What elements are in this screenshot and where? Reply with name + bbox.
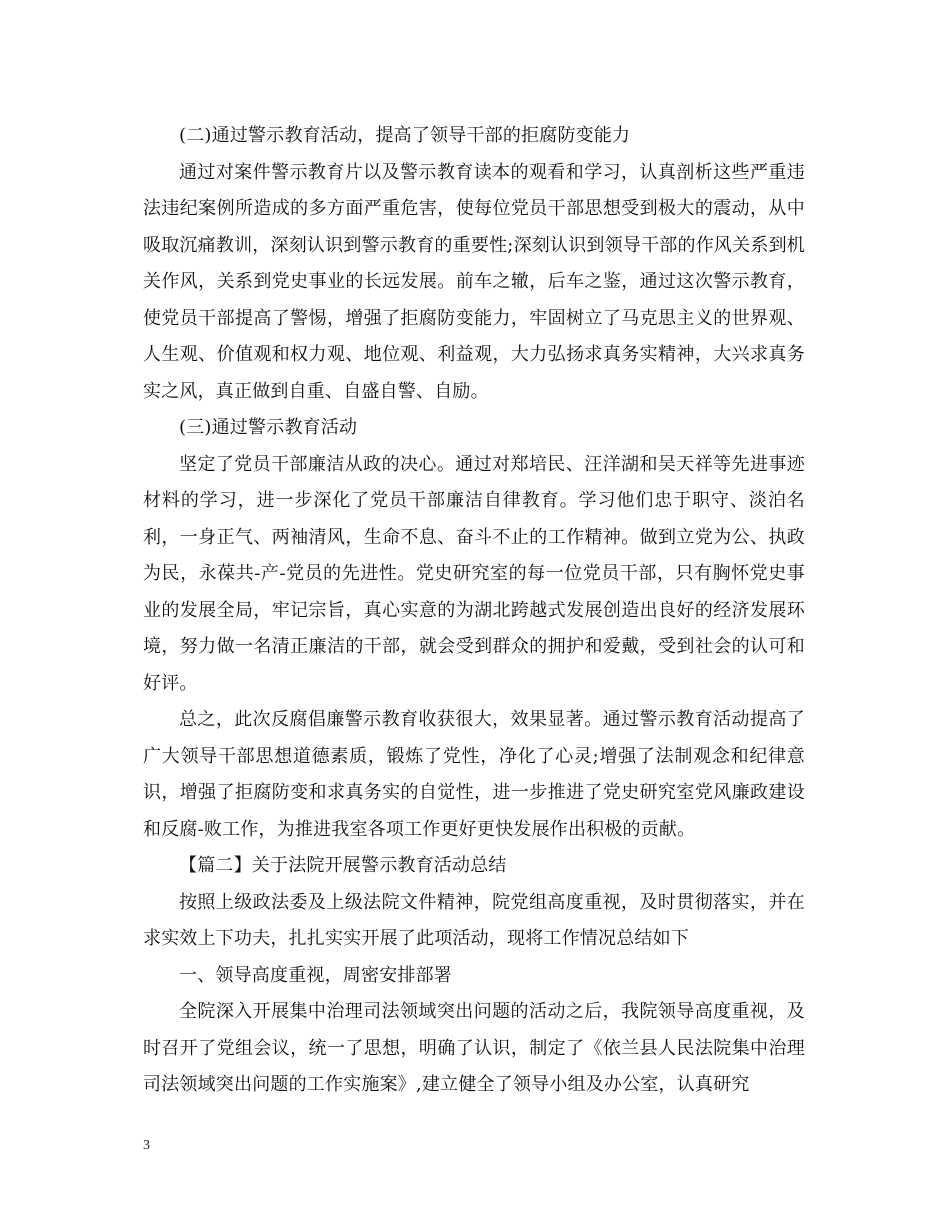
body-paragraph: 通过对案件警示教育片以及警示教育读本的观看和学习，认真剖析这些严重违法违纪案例所造成的多方面严重危害，使每位党员干部思想受到极大的震动，从中吸取沉痛教训，深刻认识到警示教育的重要性;深刻认识到领导干部的作风关系到机关作风，关系到党史事业的长远发展。前车之辙，后车之鉴，通过这次警示教育，使党员干部提高了警惕，增强了拒腐防变能力，牢固树立了马克思主义的世界观、人生观、价值观和权力观、地位观、利益观，大力弘扬求真务实精神，大兴求真务实之风，真正做到自重、自盛自警、自励。 bbox=[143, 161, 805, 402]
page-number: 3 bbox=[143, 1138, 150, 1153]
section-heading-1: 一、领导高度重视，周密安排部署 bbox=[179, 964, 452, 986]
body-paragraph: 全院深入开展集中治理司法领域突出问题的活动之后，我院领导高度重视，及时召开了党组会议，统一了思想，明确了认识，制定了《依兰县人民法院集中治理司法领域突出问题的工作实施案》,建立健全了领导小组及办公室，认真研究 bbox=[143, 1001, 805, 1095]
body-paragraph: 按照上级政法委及上级法院文件精神，院党组高度重视，及时贯彻落实，并在求实效上下功夫，扎扎实实开展了此项活动，现将工作情况总结如下 bbox=[143, 891, 805, 949]
section-heading-2: (二)通过警示教育活动，提高了领导干部的拒腐防变能力 bbox=[179, 125, 631, 146]
article-title: 【篇二】关于法院开展警示教育活动总结 bbox=[179, 855, 507, 876]
section-heading-3: (三)通过警示教育活动 bbox=[179, 417, 358, 438]
document-body bbox=[143, 118, 805, 1104]
body-paragraph: 坚定了党员干部廉洁从政的决心。通过对郑培民、汪洋湖和吴天祥等先进事迹材料的学习，进一步深化了党员干部廉洁自律教育。学习他们忠于职守、淡泊名利，一身正气、两袖清风，生命不息、奋斗不止的工作精神。做到立党为公、执政为民，永葆共-产-党员的先进性。党史研究室的每一位党员干部，只有胸怀党史事业的发展全局，牢记宗旨，真心实意的为湖北跨越式发展创造出良好的经济发展环境，努力做一名清正廉洁的干部，就会受到群众的拥护和爱戴，受到社会的认可和好评。 bbox=[143, 453, 805, 694]
body-paragraph: 总之，此次反腐倡廉警示教育收获很大，效果显著。通过警示教育活动提高了广大领导干部思想道德素质，锻炼了党性，净化了心灵;增强了法制观念和纪律意识，增强了拒腐防变和求真务实的自觉性，进一步推进了党史研究室党风廉政建设和反腐-败工作，为推进我室各项工作更好更快发展作出积极的贡献。 bbox=[143, 709, 805, 840]
